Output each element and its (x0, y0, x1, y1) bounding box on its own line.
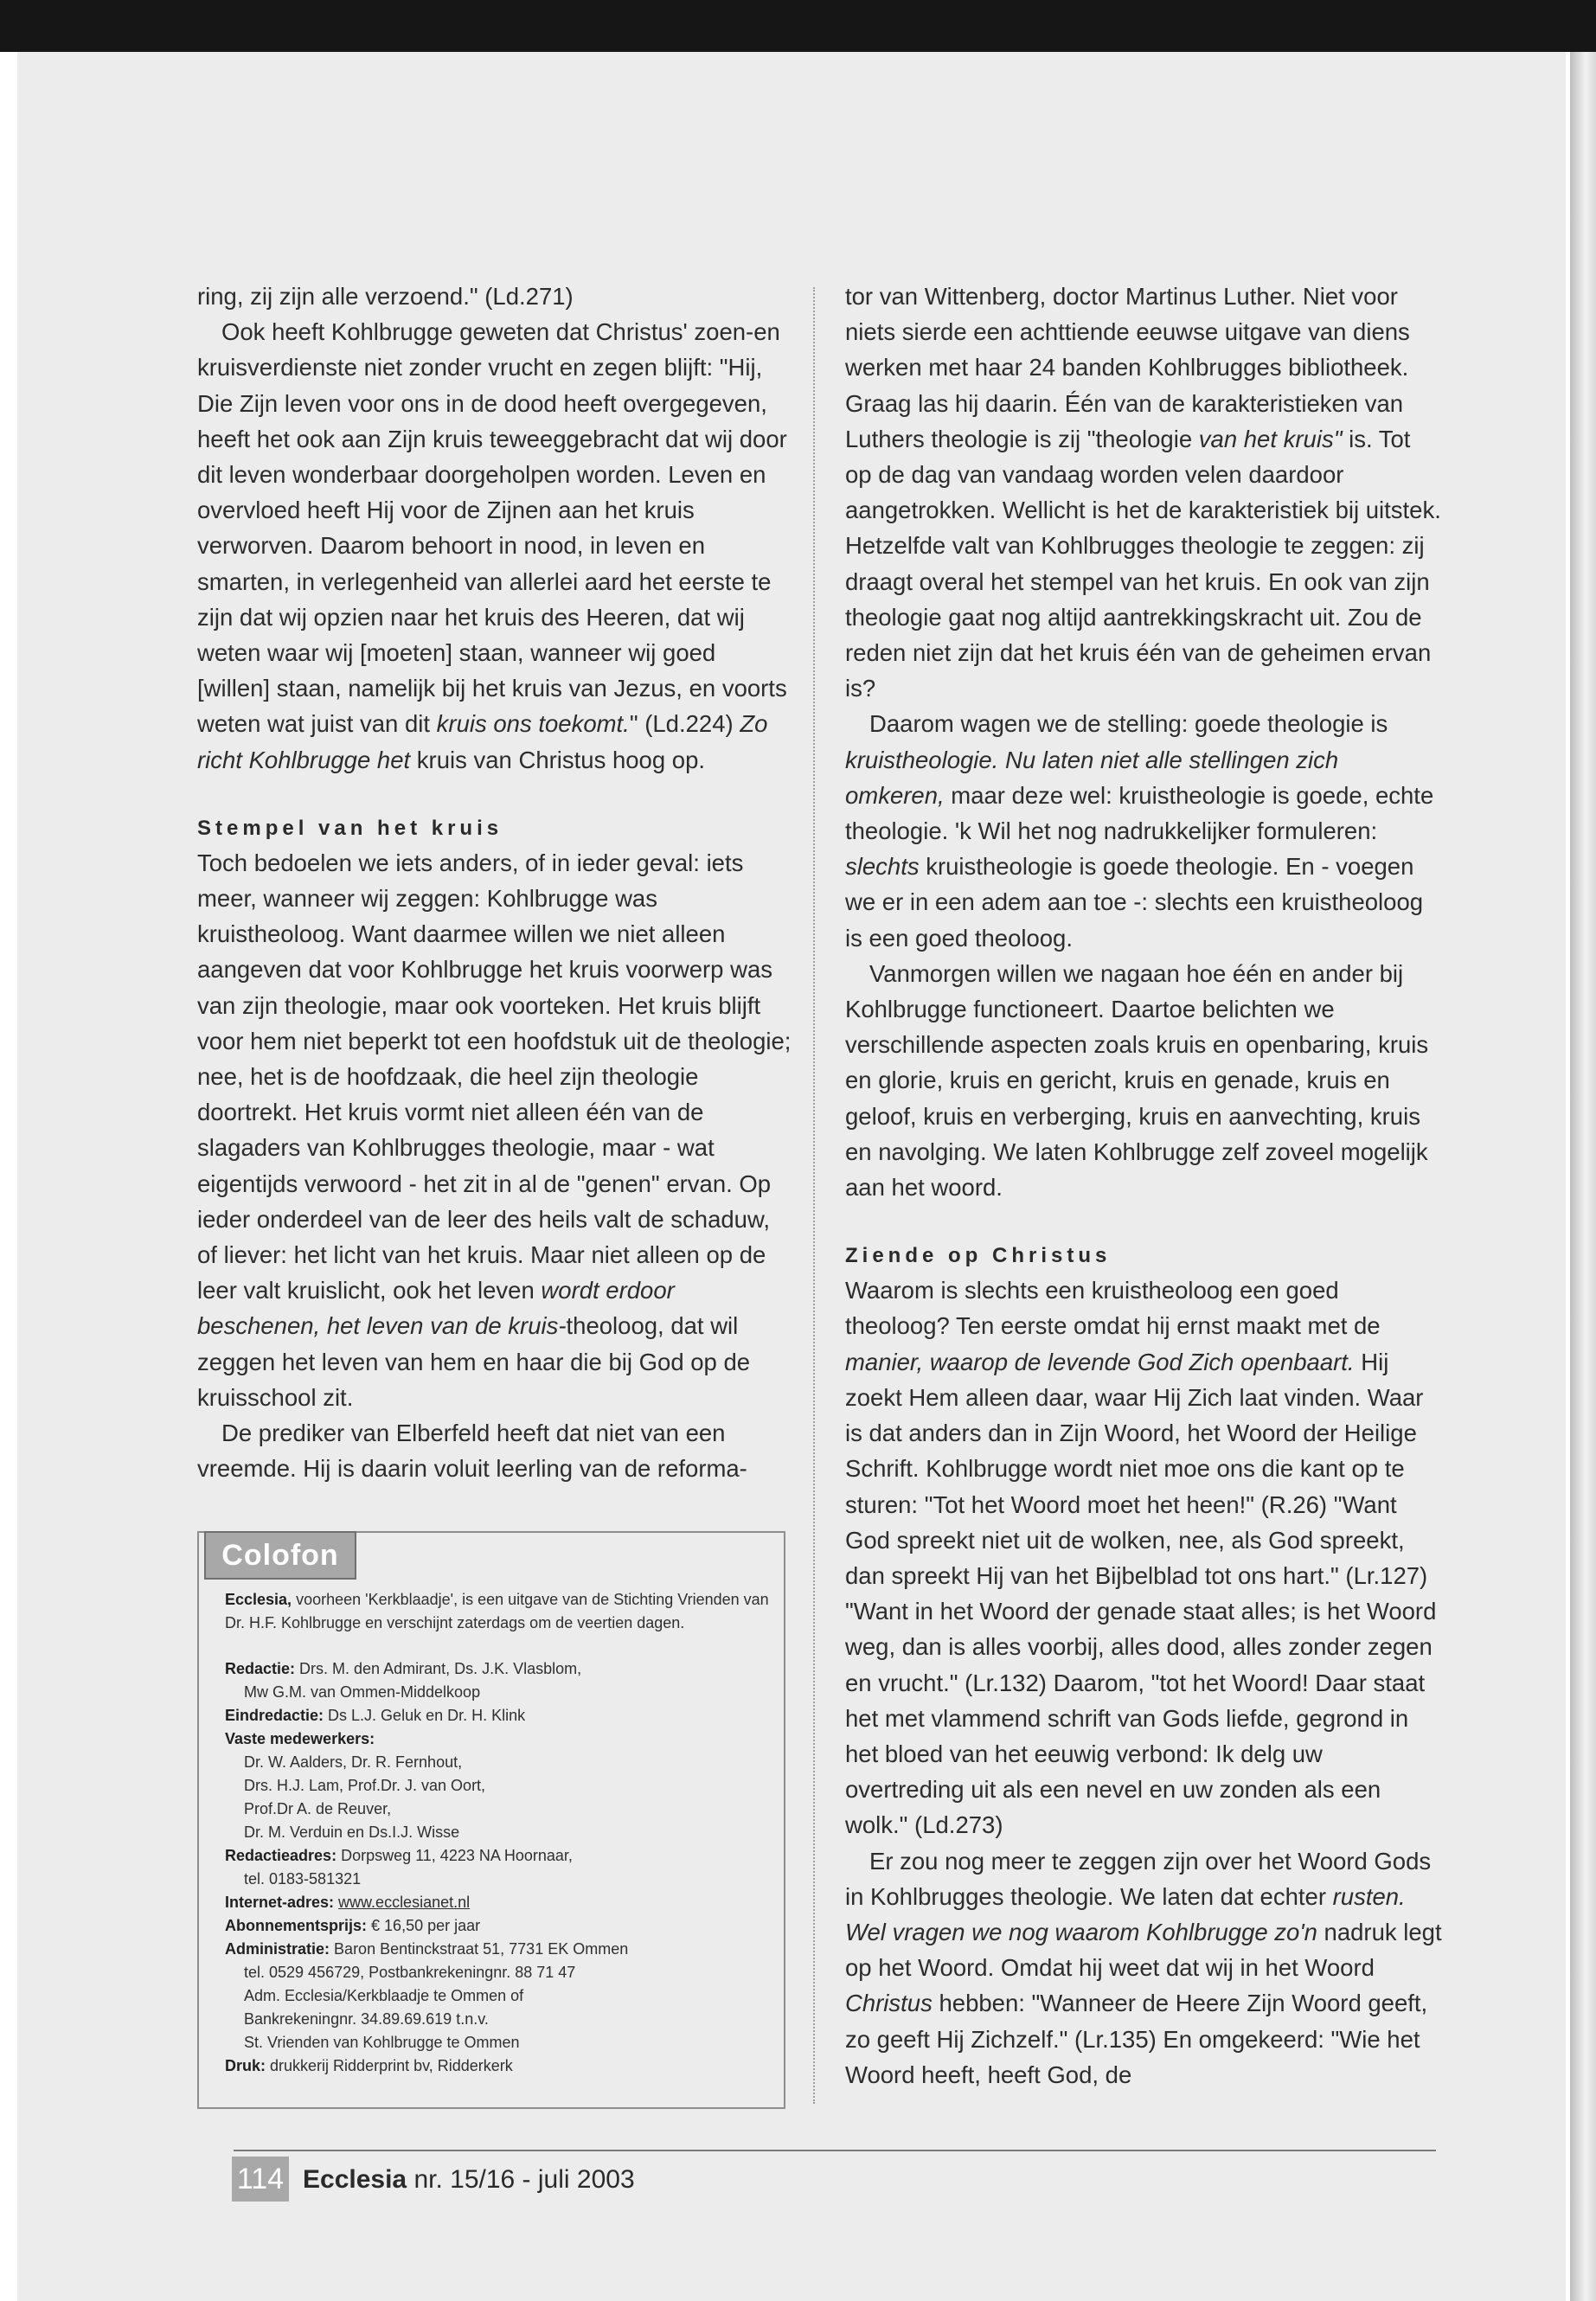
paragraph: De prediker van Elberfeld heeft dat niet van een vreemde. Hij is daarin voluit leerling van de reforma- (197, 1420, 747, 1483)
scan-top-border (0, 0, 1596, 52)
paragraph: tor van Wittenberg, doctor Martinus Luther. Niet voor niets sierde een achttiende eeuwse uitgave van diens werken met haar 24 banden Kohlbrugges bibliotheek. Graag las hij daarin. Één van de karakteristieken van Luthers theologie is zij "theologie van het kruis" is. Tot op de dag van vandaag worden velen daardoor aangetrokken. Wellicht is het de karakteristiek bij uitstek. Hetzelfde valt van Kohlbrugges theologie te zeggen: zij draagt overal het stempel van het kruis. En ook van zijn theologie gaat nog altijd aantrekkingskracht uit. Zou de reden niet zijn dat het kruis één van de geheimen ervan is? (845, 283, 1441, 702)
footer-publication: Ecclesia nr. 15/16 - juli 2003 (303, 2165, 635, 2194)
section-heading: Ziende op Christus (845, 1244, 1112, 1268)
colofon-druk: Druk: drukkerij Ridderprint bv, Ridderkerk (225, 2057, 513, 2074)
colofon-administratie-line: Bankrekeningnr. 34.89.69.619 t.n.v. (244, 2010, 489, 2028)
paragraph: ring, zij zijn alle verzoend." (Ld.271) (197, 283, 574, 310)
page-number: 114 (232, 2157, 289, 2202)
colofon-administratie-line: tel. 0529 456729, Postbankrekeningnr. 88 71 47 (244, 1964, 576, 1981)
colofon-abonnement: Abonnementsprijs: € 16,50 per jaar (225, 1917, 481, 1934)
colofon-medewerkers-line: Drs. H.J. Lam, Prof.Dr. J. van Oort, (244, 1777, 486, 1794)
paragraph: Waarom is slechts een kruistheoloog een goed theoloog? Ten eerste omdat hij ernst maakt met de manier, waarop de levende God Zich openbaart. Hij zoekt Hem alleen daar, waar Hij Zich laat vinden. Waar is dat anders dan in Zijn Woord, het Woord der Heilige Schrift. Kohlbrugge wordt niet moe ons die kant op te sturen: "Tot het Woord moet het heen!" (R.26) "Want God spreekt niet uit de wolken, nee, als God spreekt, dan spreekt Hij van het Bijbelblad tot ons hart." (Lr.127) "Want in het Woord der genade staat alles; is het Woord weg, dan is alles voorbij, alles dood, alles zonder zegen en vrucht." (Lr.132) Daarom, "tot het Woord! Daar staat het met vlammend schrift van Gods liefde, gegrond in het bloed van het eeuwig verbond: Ik delg uw overtreding uit als een nevel en uw zonden als een wolk." (Ld.273) (845, 1277, 1437, 1839)
colofon-redactieadres-tel: tel. 0183-581321 (244, 1870, 362, 1888)
colofon-title: Colofon (204, 1531, 356, 1580)
colofon-internet: Internet-adres: www.ecclesianet.nl (225, 1894, 471, 1911)
colofon-redactie: Redactie: Drs. M. den Admirant, Ds. J.K. Vlasblom, (225, 1660, 582, 1677)
paragraph: Ook heeft Kohlbrugge geweten dat Christus' zoen-en kruisverdienste niet zonder vrucht en zegen blijft: "Hij, Die Zijn leven voor ons in de dood heeft overgegeven, heeft het ook aan Zijn kruis teweeggebracht dat wij door dit leven wonderbaar doorgeholpen worden. Leven en overvloed heeft Hij voor de Zijnen aan het kruis verworven. Daarom behoort in nood, in leven en smarten, in verlegenheid van allerlei aard het eerste te zijn dat wij opzien naar het kruis des Heeren, dat wij weten waar wij [moeten] staan, wanneer wij goed [willen] staan, namelijk bij het kruis van Jezus, en voorts weten wat juist van dit kruis ons toekomt." (Ld.224) Zo richt Kohlbrugge het kruis van Christus hoog op. (197, 318, 787, 773)
paragraph: Er zou nog meer te zeggen zijn over het Woord Gods in Kohlbrugges theologie. We laten dat echter rusten. Wel vragen we nog waarom Kohlbrugge zo'n nadruk legt op het Woord. Omdat hij weet dat wij in het Woord Christus hebben: "Wanneer de Heere Zijn Woord geeft, zo geeft Hij Zichzelf." (Lr.135) En omgekeerd: "Wie het Woord heeft, heeft God, de (845, 1847, 1442, 2088)
section-heading: Stempel van het kruis (197, 816, 503, 840)
colofon-box (197, 1531, 785, 2109)
paragraph: Toch bedoelen we iets anders, of in ieder geval: iets meer, wanneer wij zeggen: Kohlbrugge was kruistheoloog. Want daarmee willen we niet alleen aangeven dat voor Kohlbrugge het kruis voorwerp was van zijn theologie, maar ook voorteken. Het kruis blijft voor hem niet beperkt tot een hoofdstuk uit de theologie; nee, het is de hoofdzaak, die heel zijn theologie doortrekt. Het kruis vormt niet alleen één van de slagaders van Kohlbrugges theologie, maar - wat eigentijds verwoord - het zit in al de "genen" ervan. Op ieder onderdeel van de leer des heils valt de schaduw, of liever: het licht van het kruis. Maar niet alleen op de leer valt kruislicht, ook het leven wordt erdoor beschenen, het leven van de kruis-theoloog, dat wil zeggen het leven van hem en haar die bij God op de kruisschool zit. (197, 849, 792, 1411)
colofon-administratie: Administratie: Baron Bentinckstraat 51, 7731 EK Ommen (225, 1940, 629, 1958)
colofon-administratie-line: St. Vrienden van Kohlbrugge te Ommen (244, 2034, 520, 2051)
colofon-medewerkers-line: Dr. W. Aalders, Dr. R. Fernhout, (244, 1753, 463, 1771)
website-link[interactable]: www.ecclesianet.nl (338, 1894, 471, 1911)
scan-right-edge (1570, 52, 1596, 2301)
colofon-intro: Ecclesia, voorheen 'Kerkblaadje', is een uitgave van de Stichting Vrienden van Dr. H.F. Kohlbrugge en verschijnt zaterdags om de veertien dagen. (225, 1591, 769, 1631)
colofon-administratie-line: Adm. Ecclesia/Kerkblaadje te Ommen of (244, 1987, 524, 2004)
left-column (197, 279, 792, 1487)
colofon-body (225, 1588, 770, 2078)
right-column (845, 279, 1442, 2093)
paragraph: Vanmorgen willen we nagaan hoe één en ander bij Kohlbrugge functioneert. Daartoe belichten we verschillende aspecten zoals kruis en openbaring, kruis en glorie, kruis en gericht, kruis en genade, kruis en geloof, kruis en verberging, kruis en aanvechting, kruis en navolging. We laten Kohlbrugge zelf zoveel mogelijk aan het woord. (845, 959, 1429, 1202)
colofon-redactieadres: Redactieadres: Dorpsweg 11, 4223 NA Hoornaar, (225, 1847, 573, 1864)
footer-rule (234, 2150, 1436, 2151)
colofon-medewerkers-line: Prof.Dr A. de Reuver, (244, 1800, 392, 1817)
colofon-redactie-line: Mw G.M. van Ommen-Middelkoop (244, 1683, 481, 1701)
paragraph: Daarom wagen we de stelling: goede theologie is kruistheologie. Nu laten niet alle stellingen zich omkeren, maar deze wel: kruistheologie is goede, echte theologie. 'k Wil het nog nadrukkelijker formuleren: slechts kruistheologie is goede theologie. En - voegen we er in een adem aan toe -: slechts een kruistheoloog is een goed theoloog. (845, 710, 1434, 952)
page (17, 52, 1566, 2301)
column-divider (813, 287, 815, 2104)
colofon-eindredactie: Eindredactie: Ds L.J. Geluk en Dr. H. Klink (225, 1707, 526, 1724)
colofon-medewerkers: Vaste medewerkers: (225, 1730, 375, 1747)
colofon-medewerkers-line: Dr. M. Verduin en Ds.I.J. Wisse (244, 1823, 460, 1841)
